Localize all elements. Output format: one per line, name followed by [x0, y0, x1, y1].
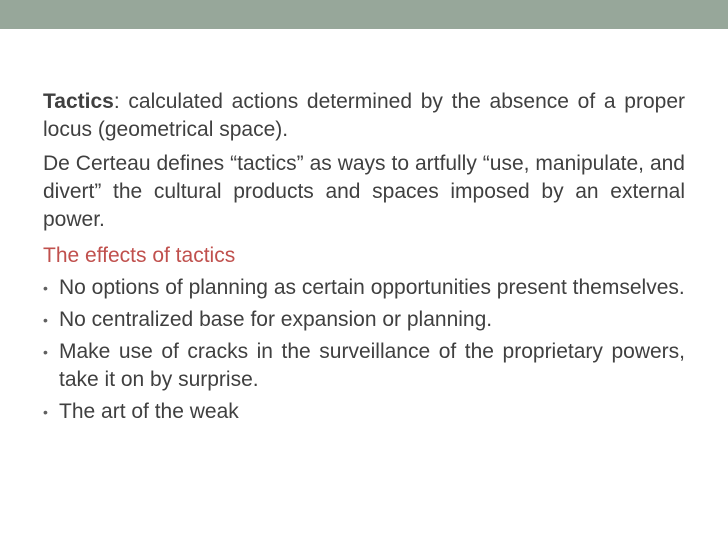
- de-certeau-paragraph: De Certeau defines “tactics” as ways to artfully “use, manipulate, and divert” the cultural products and spaces imposed by an external power.: [43, 152, 685, 231]
- bullet-list: [43, 274, 685, 426]
- bullet-icon: •: [43, 312, 48, 328]
- bullet-text: No options of planning as certain opportunities present themselves.: [59, 276, 685, 299]
- bullet-icon: •: [43, 280, 48, 296]
- definition-paragraph: [43, 88, 685, 144]
- top-accent-band: [0, 0, 728, 29]
- bullet-item: [43, 338, 685, 394]
- slide-content: [43, 88, 685, 426]
- definition-term: Tactics: [43, 90, 114, 113]
- bullet-text: Make use of cracks in the surveillance of the proprietary powers, take it on by surprise.: [59, 340, 685, 391]
- definition-text: : calculated actions determined by the absence of a proper locus (geometrical space).: [43, 90, 685, 141]
- bullet-icon: •: [43, 344, 48, 360]
- bullet-item: [43, 306, 685, 334]
- bullet-text: No centralized base for expansion or planning.: [59, 308, 493, 331]
- section-heading: The effects of tactics: [43, 244, 236, 267]
- bullet-icon: •: [43, 404, 48, 420]
- bullet-item: [43, 398, 685, 426]
- bullet-text: The art of the weak: [59, 400, 239, 423]
- bullet-item: [43, 274, 685, 302]
